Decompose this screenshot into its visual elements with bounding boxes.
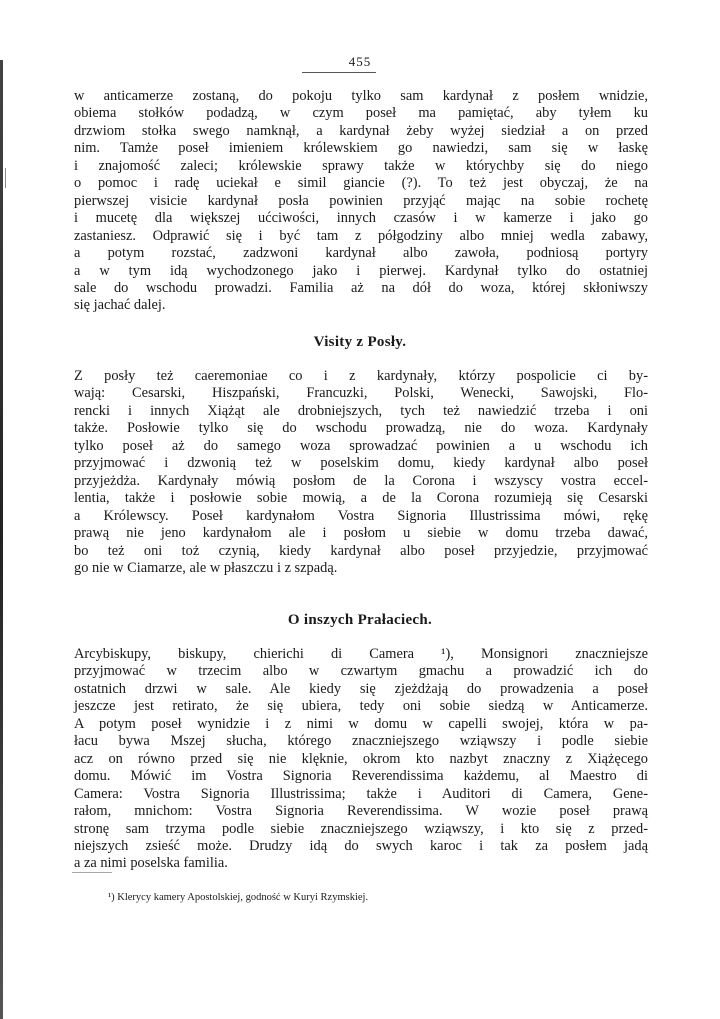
text-line: i mucetę dla większej ućciwości, innych czasów i w kamerze i jako go xyxy=(74,210,648,227)
text-line: przyjeżdża. Kardynały mówią posłom de la Corona i wszyscy vostra eccel- xyxy=(74,472,648,489)
text-line: wają: Cesarski, Hiszpański, Francuzki, Polski, Wenecki, Sawojski, Flo- xyxy=(74,385,648,402)
text-line: i znajomość zaleci; królewskie sprawy także w którychby się do niego xyxy=(74,157,648,174)
text-line: drzwiom stołka swego namknął, a kardynał żeby wyżej siedział a on przed xyxy=(74,122,648,139)
text-line: A potym poseł wynidzie i z nimi w domu w capelli swojej, która w pa- xyxy=(74,715,648,732)
text-line: sale do wschodu prowadzi. Familia aż na dół do woza, której skłoniwszy xyxy=(74,279,648,296)
text-line: Arcybiskupy, biskupy, chierichi di Camera ¹), Monsignori znaczniejsze xyxy=(74,646,648,662)
binding-edge-shadow xyxy=(0,60,3,1019)
text-line: rałom, mnichom: Vostra Signoria Reverendissima. W wozie poseł prawą xyxy=(74,803,648,820)
text-line: a w tym idą wychodzonego jako i pierwej. Kardynał tylko do ostatniej xyxy=(74,262,648,279)
text-line: także. Posłowie tylko się do wschodu prowadzą, nie do woza. Kardynały xyxy=(74,420,648,437)
text-line: się jachać dalej. xyxy=(74,297,166,314)
text-line: stronę sam trzyma podle siebie znaczniejszego wziąwszy, i kto się z przed- xyxy=(74,820,648,837)
text-line: tylko poseł aż do samego woza sprowadzać powinien a u wschodu ich xyxy=(74,437,648,454)
text-line: o pomoc i radę uciekał e simil giancie (?). To też jest obyczaj, że na xyxy=(74,175,648,192)
text-line: rencki i innych Xiążąt ale drobniejszych, tych też nawiedzić trzeba i oni xyxy=(74,402,648,419)
section-heading-pralaciech: O inszych Prałaciech. xyxy=(287,612,433,628)
text-line: nim. Tamże poseł imieniem królewskiem go nawiedzi, sam się w łaskę xyxy=(74,140,648,157)
page-number: 455 xyxy=(348,54,372,69)
text-line: obiema stołków podadzą, w czym poseł ma pamiętać, aby tyłem ku xyxy=(74,105,648,122)
text-line: a potym rozstać, zadzwoni kardynał albo zawoła, podniosą portyry xyxy=(74,245,648,262)
text-line: acz on równo przed się nie klęknie, okrom kto nazbyt znaczny z Xiążęcego xyxy=(74,750,648,767)
text-line: a za nimi poselska familia. xyxy=(74,855,228,872)
margin-mark xyxy=(5,168,6,188)
section-heading-visity: Visity z Posły. xyxy=(313,334,407,350)
text-line: w anticamerze zostaną, do pokoju tylko sam kardynał z posłem wnidzie, xyxy=(74,88,648,104)
text-line: ostatnich drzwi w sale. Ale kiedy się zjeżdżają do prowadzenia a poseł xyxy=(74,680,648,697)
text-line: domu. Mówić im Vostra Signoria Reverendissima każdemu, al Maestro di xyxy=(74,768,648,785)
text-line: pierwszej visicie kardynał posła powinien przyjąć mając na sobie rochetę xyxy=(74,192,648,209)
page-number-rule xyxy=(302,72,376,73)
text-line: a Królewscy. Poseł kardynałom Vostra Signoria Illustrissima mówi, rękę xyxy=(74,507,648,524)
paragraph-1 xyxy=(74,88,648,315)
text-line: zastaniesz. Odprawić się i być tam z półgodziny albo mniej wedla zabawy, xyxy=(74,227,648,244)
text-line: lentia, także i posłowie sobie mowią, a de la Corona rozumieją się Cesarski xyxy=(74,490,648,507)
footnote: ¹) Klerycy kamery Apostolskiej, godność w Kuryi Rzymskiej. xyxy=(108,892,369,903)
paragraph-3 xyxy=(74,646,648,873)
text-line: przyjmować w trzecim albo w czwartym gmachu a prowadzić ich do xyxy=(74,663,648,680)
text-line: Z posły też caeremoniae co i z kardynały, którzy pospolicie ci by- xyxy=(74,368,648,384)
text-line: niejszych zsieść może. Drudzy idą do swych karoc i tak za posłem jadą xyxy=(74,837,648,854)
text-line: bo też oni toż czynią, kiedy kardynał albo poseł przyjedzie, przyjmować xyxy=(74,542,648,559)
text-line: łacu bywa Mszej słucha, którego znaczniejszego wziąwszy i podle siebie xyxy=(74,733,648,750)
text-line: go nie w Ciamarze, ale w płaszczu i z szpadą. xyxy=(74,559,338,576)
text-line: prawą nie jeno kardynałom ale i posłom u siebie w domu trzeba dawać, xyxy=(74,525,648,542)
paragraph-2 xyxy=(74,368,648,577)
footnote-rule xyxy=(72,872,112,873)
text-line: Camera: Vostra Signoria Illustrissima; także i Auditori di Camera, Gene- xyxy=(74,785,648,802)
text-line: przyjmować i dzwonią też w poselskim domu, kiedy kardynał albo poseł xyxy=(74,455,648,472)
text-line: jeszcze jest retirato, że się ubiera, tedy oni sobie siedzą w Anticamerze. xyxy=(74,698,648,715)
